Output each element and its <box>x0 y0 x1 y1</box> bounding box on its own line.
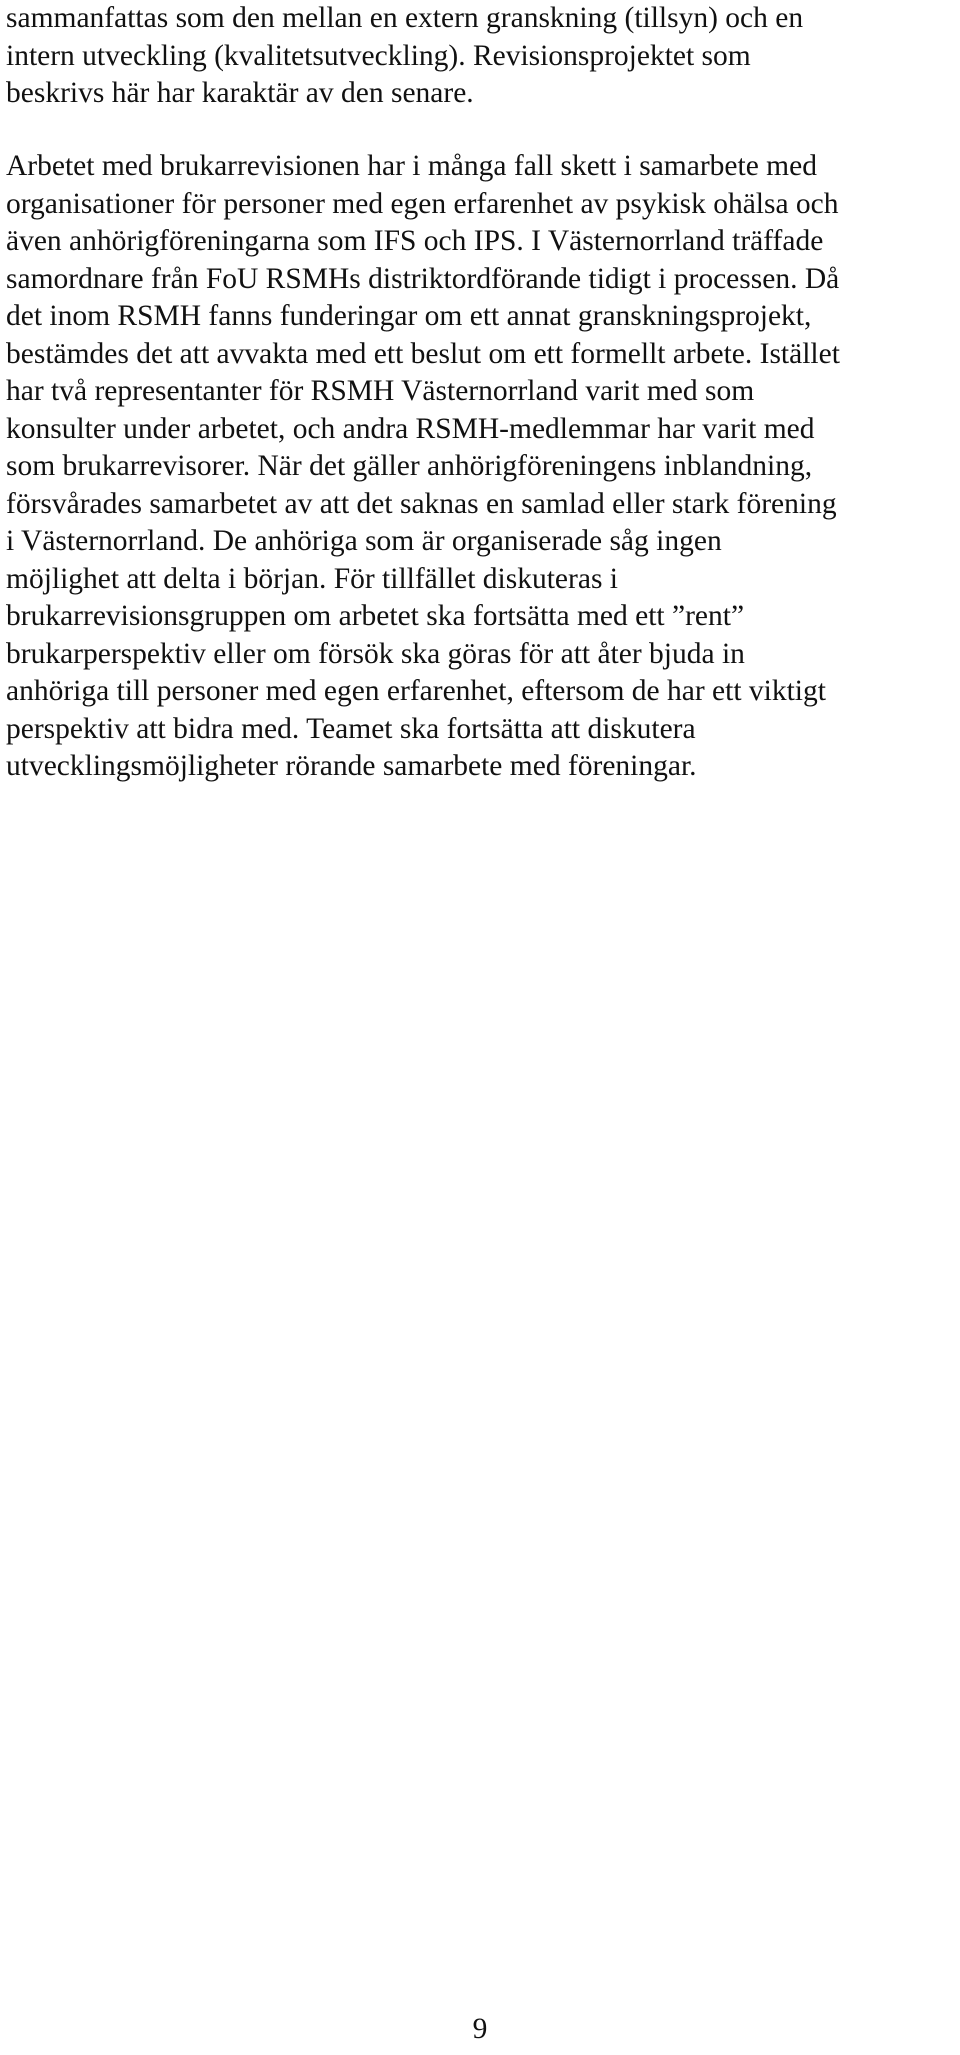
text-line: även anhörigföreningarna som IFS och IPS. I Västernorrland träffade <box>6 225 824 257</box>
text-line: perspektiv att bidra med. Teamet ska fortsätta att diskutera <box>6 712 696 745</box>
text-line: har två representanter för RSMH Västernorrland varit med som <box>6 375 755 407</box>
text-line: konsulter under arbetet, och andra RSMH-medlemmar har varit med <box>6 412 815 445</box>
text-line: anhöriga till personer med egen erfarenhet, eftersom de har ett viktigt <box>6 675 826 707</box>
text-line: beskrivs här har karaktär av den senare. <box>6 77 474 109</box>
page-number: 9 <box>472 2013 488 2045</box>
text-line: intern utveckling (kvalitetsutveckling). Revisionsprojektet som <box>6 39 751 72</box>
text-line: det inom RSMH fanns funderingar om ett annat granskningsprojekt, <box>6 300 812 332</box>
text-line: Arbetet med brukarrevisionen har i många fall skett i samarbete med <box>6 150 817 182</box>
text-line: som brukarrevisorer. När det gäller anhörigföreningens inblandning, <box>6 450 813 482</box>
paragraph-body <box>6 148 956 786</box>
text-line: brukarrevisionsgruppen om arbetet ska fortsätta med ett ”rent” <box>6 600 745 632</box>
text-line: bestämdes det att avvakta med ett beslut om ett formellt arbete. Istället <box>6 337 840 370</box>
text-line: möjlighet att delta i början. För tillfället diskuteras i <box>6 562 618 595</box>
text-line: brukarperspektiv eller om försök ska göras för att åter bjuda in <box>6 637 745 670</box>
text-line: samordnare från FoU RSMHs distriktordförande tidigt i processen. Då <box>6 262 840 295</box>
paragraph-intro <box>6 0 956 113</box>
text-line: i Västernorrland. De anhöriga som är organiserade såg ingen <box>6 525 722 557</box>
text-line: sammanfattas som den mellan en extern granskning (tillsyn) och en <box>6 2 804 34</box>
text-line: försvårades samarbetet av att det saknas en samlad eller stark förening <box>6 487 837 520</box>
text-line: utvecklingsmöjligheter rörande samarbete med föreningar. <box>6 750 697 782</box>
text-line: organisationer för personer med egen erfarenhet av psykisk ohälsa och <box>6 187 839 220</box>
